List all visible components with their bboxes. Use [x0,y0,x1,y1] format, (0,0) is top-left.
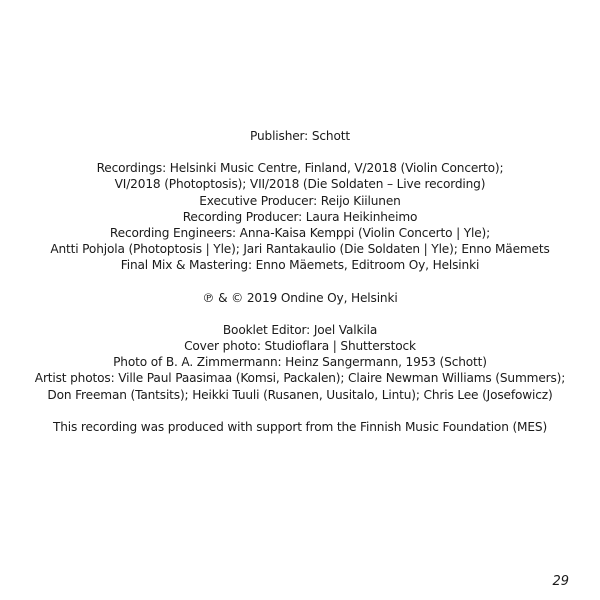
publisher-block [0,128,600,144]
booklet-editor-line: Booklet Editor: Joel Valkila [222,322,378,337]
support-block [0,419,600,435]
recording-engineers-line-cont: Antti Pohjola (Photoptosis | Yle); Jari Rantakaulio (Die Soldaten | Yle); Enno Mäemets [50,242,550,257]
recordings-line-cont: VI/2018 (Photoptosis); VII/2018 (Die Soldaten – Live recording) [114,177,486,192]
production-block [0,160,600,273]
copyright-block [0,290,600,306]
page-number: 29 [552,574,569,589]
artist-photos-line: Artist photos: Ville Paul Paasimaa (Komsi, Packalen); Claire Newman Williams (Summers); [34,371,566,386]
cover-photo-line: Cover photo: Studioflara | Shutterstock [184,339,416,354]
zimmermann-photo-line: Photo of B. A. Zimmermann: Heinz Sangermann, 1953 (Schott) [113,355,487,370]
credits-page [0,128,600,451]
artist-photos-line-cont: Don Freeman (Tantsits); Heikki Tuuli (Rusanen, Uusitalo, Lintu); Chris Lee (Josefowicz) [47,387,553,402]
recording-producer-line: Recording Producer: Laura Heikinheimo [182,209,418,224]
mix-mastering-line: Final Mix & Mastering: Enno Mäemets, Editroom Oy, Helsinki [120,258,480,273]
recordings-line: Recordings: Helsinki Music Centre, Finland, V/2018 (Violin Concerto); [96,161,504,176]
recording-engineers-line: Recording Engineers: Anna-Kaisa Kemppi (Violin Concerto | Yle); [109,226,491,241]
booklet-block [0,322,600,403]
support-line: This recording was produced with support from the Finnish Music Foundation (MES) [52,419,548,434]
executive-producer-line: Executive Producer: Reijo Kiilunen [199,193,401,208]
copyright-line: ℗ & © 2019 Ondine Oy, Helsinki [202,290,398,305]
publisher-line: Publisher: Schott [250,129,350,143]
